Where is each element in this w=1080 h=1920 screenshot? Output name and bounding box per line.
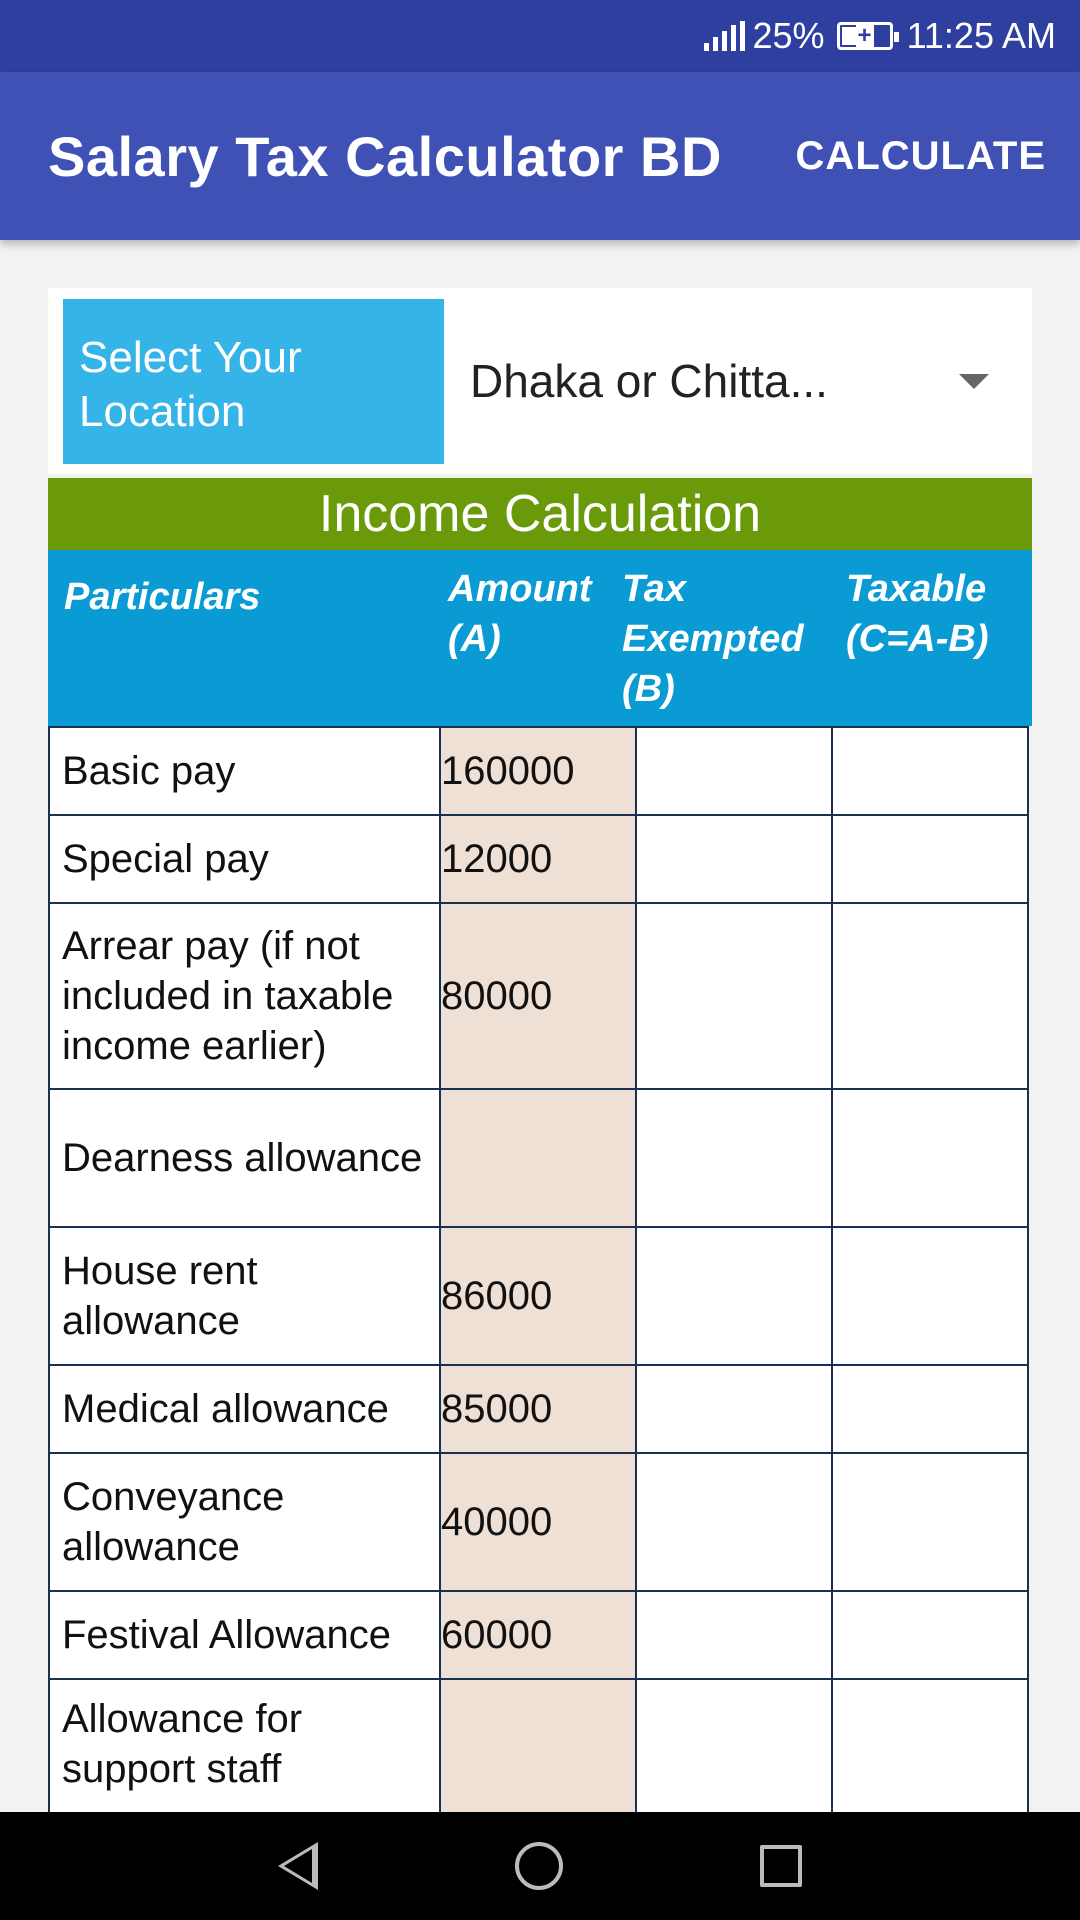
app-title: Salary Tax Calculator BD — [48, 124, 722, 188]
battery-charging-icon: + — [837, 22, 893, 50]
table-row — [48, 1088, 1032, 1226]
status-bar — [0, 0, 1080, 72]
battery-percent: 25% — [752, 15, 825, 56]
amount-input[interactable] — [439, 1088, 637, 1228]
income-section-title: Income Calculation — [48, 478, 1032, 550]
status-time: 11:25 AM — [906, 15, 1056, 56]
location-label: Select Your Location — [63, 299, 444, 464]
amount-input[interactable]: 160000 — [439, 726, 637, 816]
exempt-cell — [635, 902, 833, 1090]
header-particulars: Particulars — [64, 576, 261, 618]
taxable-cell — [831, 1088, 1029, 1228]
recents-icon[interactable] — [760, 1845, 802, 1887]
app-bar — [0, 72, 1080, 240]
header-tax-exempted: Tax Exempted (B) — [622, 568, 804, 710]
table-row — [48, 1226, 1032, 1364]
navigation-bar — [0, 1812, 1080, 1920]
taxable-cell — [831, 1678, 1029, 1818]
table-row — [48, 902, 1032, 1088]
amount-input[interactable]: 40000 — [439, 1452, 637, 1592]
table-header — [48, 550, 1032, 726]
taxable-cell — [831, 1364, 1029, 1454]
main-content — [48, 288, 1032, 1791]
amount-input[interactable]: 60000 — [439, 1590, 637, 1680]
amount-input[interactable]: 86000 — [439, 1226, 637, 1366]
taxable-cell — [831, 1226, 1029, 1366]
table-row — [48, 1452, 1032, 1590]
particular-cell: House rent allowance — [48, 1226, 441, 1366]
taxable-cell — [831, 1590, 1029, 1680]
particular-cell: Arrear pay (if not included in taxable income earlier) — [48, 902, 441, 1090]
particular-cell: Medical allowance — [48, 1364, 441, 1454]
taxable-cell — [831, 726, 1029, 816]
exempt-cell — [635, 1226, 833, 1366]
particular-cell: Special pay — [48, 814, 441, 904]
amount-input[interactable]: 80000 — [439, 902, 637, 1090]
exempt-cell — [635, 1364, 833, 1454]
particular-cell: Allowance for support staff — [48, 1678, 441, 1818]
taxable-cell — [831, 1452, 1029, 1592]
amount-input[interactable] — [439, 1678, 637, 1818]
location-dropdown[interactable] — [444, 299, 1017, 464]
location-row — [48, 288, 1032, 474]
dropdown-arrow-icon — [959, 374, 989, 389]
calculate-button[interactable]: CALCULATE — [795, 133, 1046, 178]
header-amount: Amount (A) — [448, 568, 592, 660]
exempt-cell — [635, 1590, 833, 1680]
taxable-cell — [831, 814, 1029, 904]
exempt-cell — [635, 1678, 833, 1818]
amount-input[interactable]: 85000 — [439, 1364, 637, 1454]
taxable-cell — [831, 902, 1029, 1090]
header-taxable: Taxable (C=A-B) — [846, 568, 989, 660]
amount-input[interactable]: 12000 — [439, 814, 637, 904]
exempt-cell — [635, 1088, 833, 1228]
table-row — [48, 1678, 1032, 1816]
location-selected-value: Dhaka or Chitta... — [470, 355, 828, 407]
exempt-cell — [635, 1452, 833, 1592]
particular-cell: Conveyance allowance — [48, 1452, 441, 1592]
home-icon[interactable] — [515, 1842, 563, 1890]
particular-cell: Basic pay — [48, 726, 441, 816]
particular-cell: Dearness allowance — [48, 1088, 441, 1228]
table-row — [48, 1590, 1032, 1678]
signal-icon — [704, 21, 745, 51]
exempt-cell — [635, 726, 833, 816]
particular-cell: Festival Allowance — [48, 1590, 441, 1680]
income-table[interactable] — [48, 726, 1032, 1791]
table-row — [48, 726, 1032, 814]
exempt-cell — [635, 814, 833, 904]
table-row — [48, 1364, 1032, 1452]
back-icon[interactable] — [278, 1842, 318, 1890]
table-row — [48, 814, 1032, 902]
